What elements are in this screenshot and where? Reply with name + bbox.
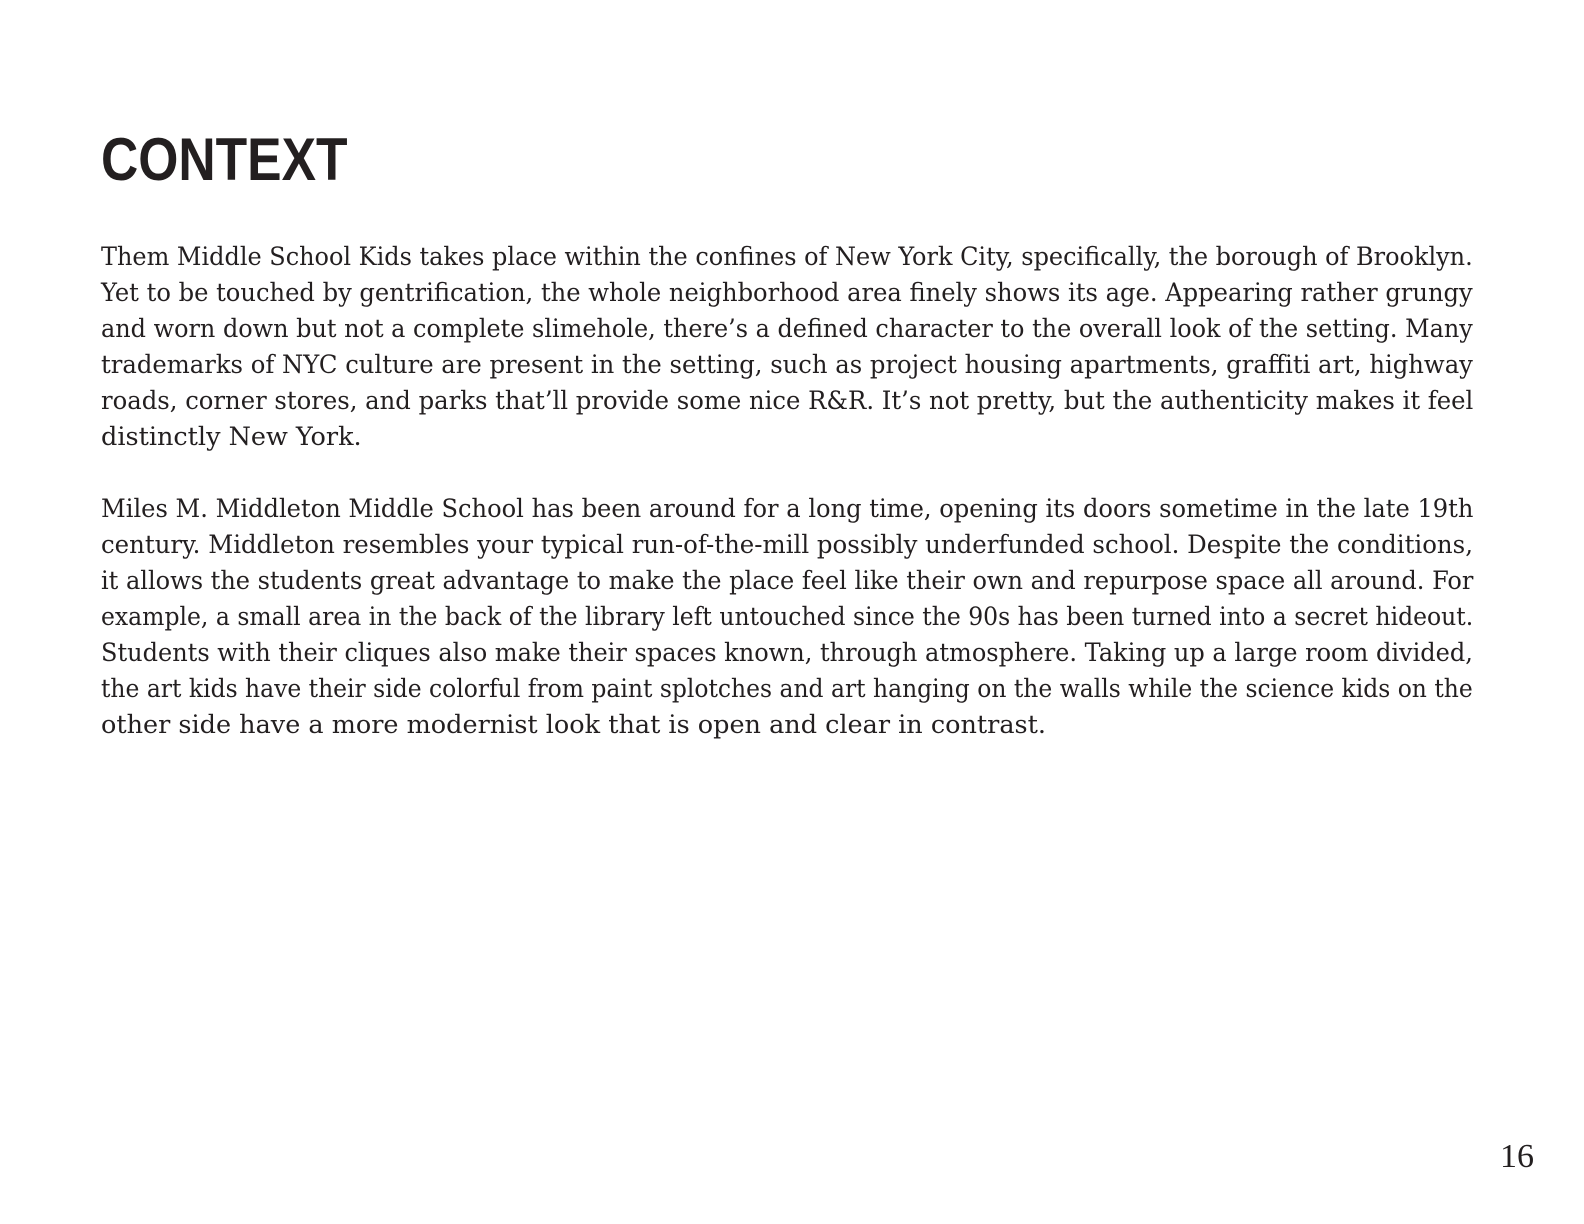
- paragraph-setting: [101, 239, 1473, 455]
- text-line: it allows the students great advantage to make the place feel like their own and repurpose space all around. For: [101, 566, 1474, 596]
- text-line: century. Middleton resembles your typical run-of-the-mill possibly underfunded school. Despite the conditions,: [101, 530, 1473, 560]
- text-line: Yet to be touched by gentrification, the whole neighborhood area finely shows its age. Appearing rather grungy: [101, 278, 1473, 308]
- paragraph-school: [101, 491, 1473, 743]
- text-line: Them Middle School Kids takes place within the confines of New York City, specifically, the borough of Brooklyn.: [101, 242, 1473, 272]
- text-line: the art kids have their side colorful from paint splotches and art hanging on the walls while the science kids on the: [101, 674, 1473, 704]
- text-line: other side have a more modernist look that is open and clear in contrast.: [101, 710, 1046, 740]
- text-line: Miles M. Middleton Middle School has been around for a long time, opening its doors sometime in the late 19th: [101, 494, 1474, 524]
- text-line: distinctly New York.: [101, 422, 362, 452]
- page-heading: CONTEXT: [101, 126, 348, 193]
- body-text: [101, 239, 1473, 743]
- text-line: example, a small area in the back of the library left untouched since the 90s has been turned into a secret hideout.: [101, 602, 1474, 632]
- page-number: 16: [1500, 1138, 1534, 1175]
- text-line: Students with their cliques also make their spaces known, through atmosphere. Taking up a large room divided,: [101, 638, 1473, 668]
- text-line: roads, corner stores, and parks that’ll provide some nice R&R. It’s not pretty, but the authenticity makes it feel: [101, 386, 1474, 416]
- text-line: and worn down but not a complete slimehole, there’s a defined character to the overall look of the setting. Many: [101, 314, 1473, 344]
- text-line: trademarks of NYC culture are present in the setting, such as project housing apartments, graffiti art, highway: [101, 350, 1473, 380]
